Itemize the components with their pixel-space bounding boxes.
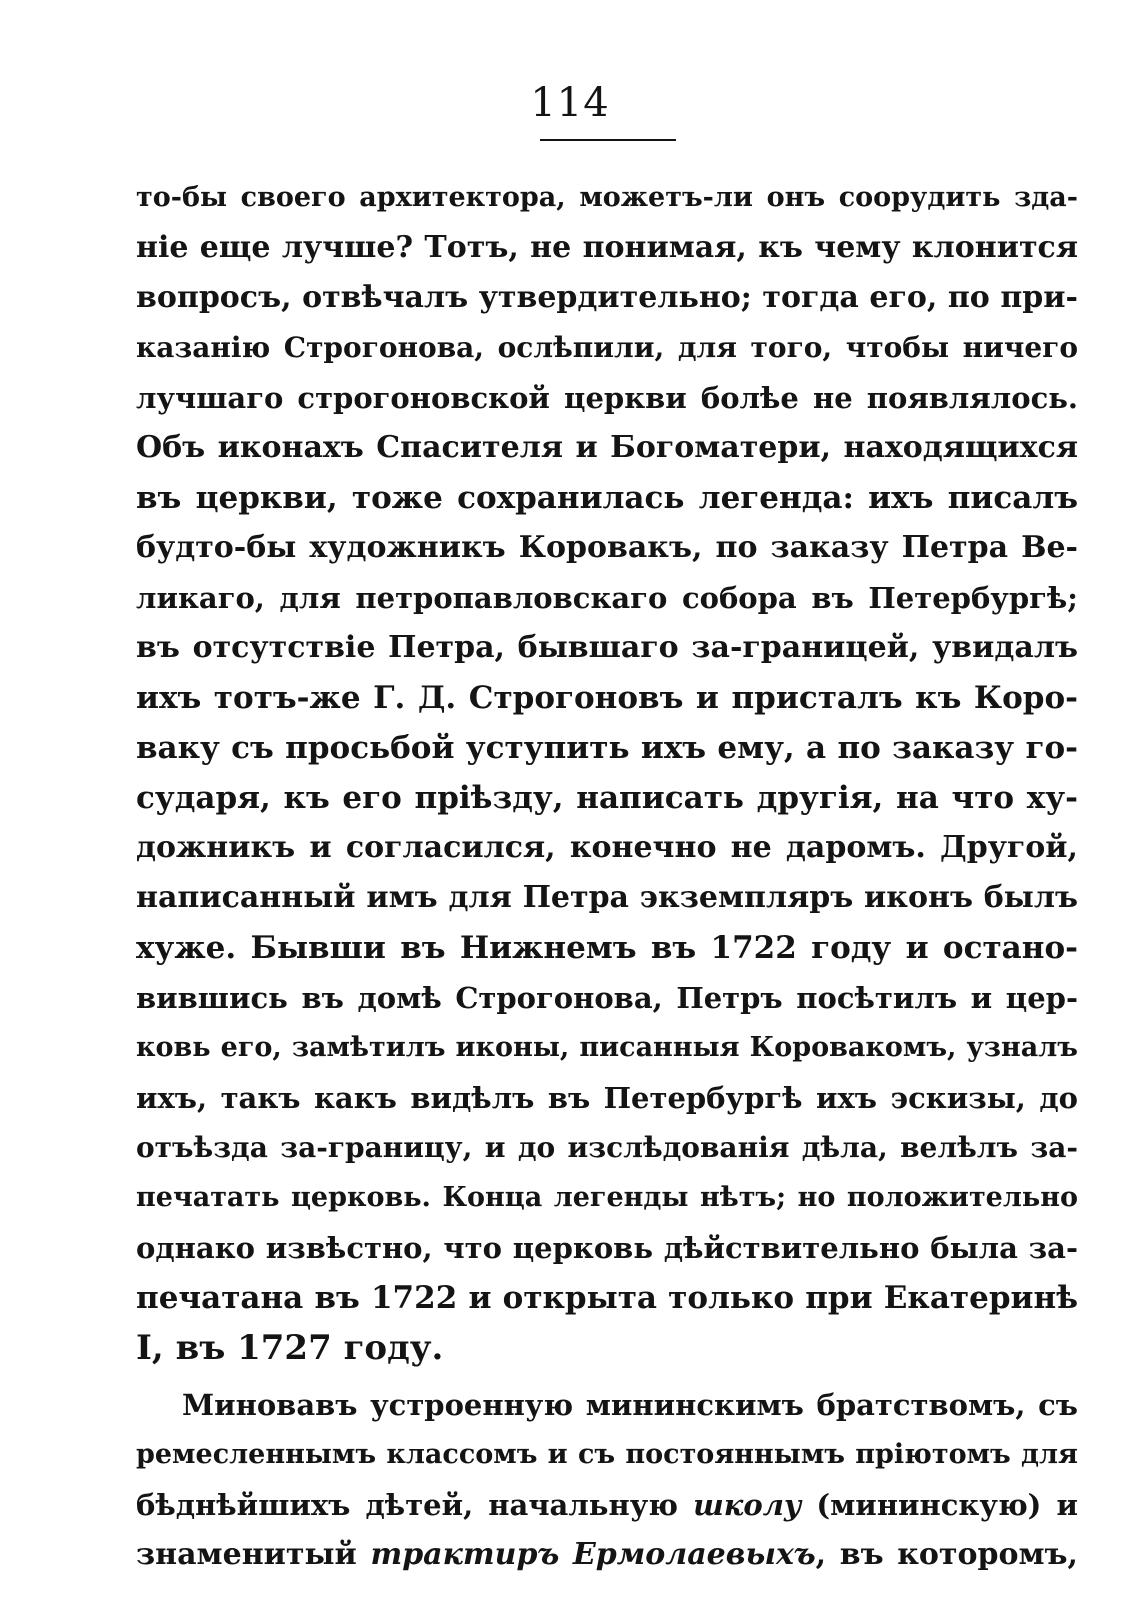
page-number: 114 bbox=[530, 80, 610, 126]
text-line: то-бы своего архитектора, можетъ-ли онъ соорудить зда- bbox=[136, 182, 1078, 213]
text-line: въ церкви, тоже сохранилась легенда: ихъ писалъ bbox=[136, 480, 1078, 516]
text-line: сударя, къ его пріѣзду, написать другія, на что ху- bbox=[136, 780, 1078, 816]
text-run: , въ которомъ, bbox=[815, 1537, 1078, 1572]
text-line: I, въ 1727 году. bbox=[136, 1328, 444, 1368]
text-line: будто-бы художникъ Коровакъ, по заказу Петра Ве- bbox=[136, 530, 1078, 565]
text-line bbox=[136, 1530, 1078, 1580]
text-line: дожникъ и согласился, конечно не даромъ. Другой, bbox=[136, 830, 1078, 865]
text-line: отъѣзда за-границу, и до изслѣдованія дѣла, велѣлъ за- bbox=[136, 1131, 1078, 1164]
italic-text-run: школу bbox=[693, 1488, 802, 1522]
text-line: ніе еще лучше? Тотъ, не понимая, къ чему клонится bbox=[136, 230, 1078, 265]
text-line: ихъ, такъ какъ видѣлъ въ Петербургѣ ихъ эскизы, до bbox=[136, 1081, 1078, 1115]
text-line: Объ иконахъ Спасителя и Богоматери, находящихся bbox=[136, 430, 1078, 465]
page-number-rule bbox=[540, 139, 676, 141]
text-line: ваку съ просьбой уступить ихъ ему, а по заказу го- bbox=[136, 730, 1078, 766]
text-line: печатана въ 1722 и открыта только при Екатеринѣ bbox=[136, 1280, 1078, 1316]
text-line: ликаго, для петропавловскаго собора въ Петербургѣ; bbox=[136, 581, 1078, 615]
text-line: казанію Строгонова, ослѣпили, для того, чтобы ничего bbox=[136, 331, 1078, 364]
text-line: вопросъ, отвѣчалъ утвердительно; тогда его, по при- bbox=[136, 280, 1078, 315]
text-line: ихъ тотъ-же Г. Д. Строгоновъ и присталъ къ Коро- bbox=[136, 680, 1078, 716]
text-run: (мининскую) и bbox=[801, 1488, 1078, 1522]
text-line: вившись въ домѣ Строгонова, Петръ посѣтилъ и цер- bbox=[136, 981, 1078, 1015]
italic-text-run: трактиръ Ермолаевыхъ bbox=[370, 1537, 816, 1572]
text-line bbox=[136, 1480, 1078, 1530]
text-line: однако извѣстно, что церковь дѣйствительно была за- bbox=[136, 1231, 1078, 1265]
text-line: ремесленнымъ классомъ и съ постояннымъ пріютомъ для bbox=[136, 1439, 1078, 1470]
text-line: въ отсутствіе Петра, бывшаго за-границей, увидалъ bbox=[136, 630, 1078, 665]
text-run: бѣднѣйшихъ дѣтей, начальную bbox=[136, 1488, 694, 1522]
text-line: хуже. Бывши въ Нижнемъ въ 1722 году и остано- bbox=[136, 930, 1078, 966]
text-line: лучшаго строгоновской церкви болѣе не появлялось. bbox=[136, 381, 1078, 415]
text-line: написанный имъ для Петра экземпляръ иконъ былъ bbox=[136, 880, 1078, 915]
text-run: знаменитый bbox=[136, 1537, 371, 1572]
text-line: печатать церковь. Конца легенды нѣтъ; но положительно bbox=[136, 1182, 1078, 1213]
text-line: ковь его, замѣтилъ иконы, писанныя Коровакомъ, узналъ bbox=[136, 1032, 1078, 1063]
text-line: Миновавъ устроенную мининскимъ братствомъ, съ bbox=[182, 1388, 1078, 1422]
